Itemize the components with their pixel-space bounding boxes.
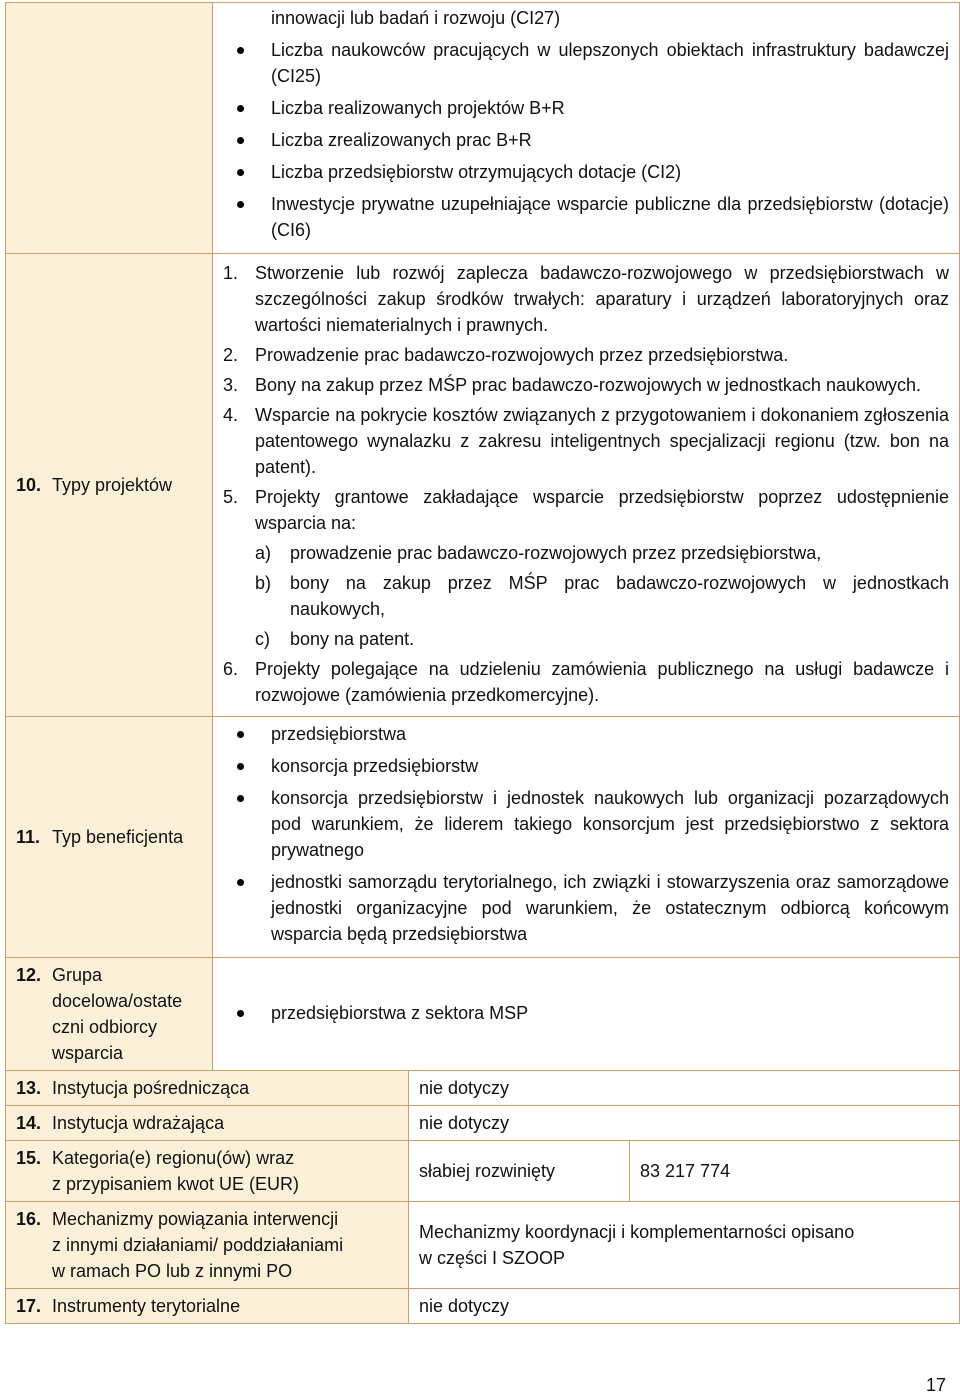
list-item: 5. Projekty grantowe zakładające wsparcie przedsiębiorstw poprzez udostępnienie wsparcia na: a) prowadzenie prac badawczo-rozwojowych przez przedsiębiorstwa, b) bony na zakup przez MŚP prac badawczo-rozwojowych w jednostkach naukowych, c) bony na patent. [223,484,949,652]
sublist-item: a) prowadzenie prac badawczo-rozwojowych przez przedsiębiorstwa, [255,543,822,563]
beneficiary-type-content-cell [213,717,960,958]
list-item: Liczba przedsiębiorstw otrzymujących dotacje (CI2) [223,159,949,185]
row-number: 11. [16,827,41,847]
implementing-body-row [6,1106,960,1141]
implementing-body-label-cell: 14. Instytucja wdrażająca [6,1106,409,1141]
linkage-mechanisms-value: Mechanizmy koordynacji i komplementarności opisano w części I SZOOP [409,1202,960,1289]
territorial-instruments-row [6,1289,960,1324]
territorial-instruments-label-cell: 17. Instrumenty terytorialne [6,1289,409,1324]
intermediate-body-row [6,1071,960,1106]
region-category-value: słabiej rozwinięty [409,1141,630,1202]
project-types-label-cell [6,254,213,717]
intermediate-body-label-cell: 13. Instytucja pośrednicząca [6,1071,409,1106]
list-item: innowacji lub badań i rozwoju (CI27) [271,8,561,28]
list-item: 4. Wsparcie na pokrycie kosztów związanych z przygotowaniem i dokonaniem zgłoszenia patentowego wynalazku z zakresu inteligentnych specjalizacji regionu (tzw. bon na patent). [223,405,949,477]
beneficiary-type-list [223,721,949,947]
eu-amount-value: 83 217 774 [630,1141,960,1202]
project-types-list [223,260,949,708]
project-types-sublist [255,540,949,652]
linkage-mechanisms-label-cell: 16. Mechanizmy powiązania interwencji z innymi działaniami/ poddziałaniami w ramach PO lub z innymi PO [6,1202,409,1289]
document-page [5,2,959,1324]
target-group-row [6,958,960,1071]
row-label: Typy projektów [52,475,173,495]
list-item: konsorcja przedsiębiorstw i jednostek naukowych lub organizacji pozarządowych pod warunkiem, że liderem takiego konsorcjum jest przedsiębiorstwo z sektora prywatnego [223,785,949,863]
list-item: przedsiębiorstwa [223,721,949,747]
beneficiary-type-label-cell [6,717,213,958]
row-number: 10. [16,475,42,495]
implementing-body-value: nie dotyczy [409,1106,960,1141]
target-group-list [223,1000,949,1026]
indicators-label-cell [6,3,213,254]
list-item: 1. Stworzenie lub rozwój zaplecza badawczo-rozwojowego w przedsiębiorstwach w szczególności zakup środków trwałych: aparatury i urządzeń laboratoryjnych oraz wartości niematerialnych i prawnych. [223,263,949,335]
beneficiary-type-row [6,717,960,958]
intermediate-body-value: nie dotyczy [409,1071,960,1106]
list-item: Liczba zrealizowanych prac B+R [223,127,949,153]
project-types-content-cell [213,254,960,717]
row-number: 12. [16,965,42,985]
list-item: Liczba realizowanych projektów B+R [223,95,949,121]
list-item: konsorcja przedsiębiorstw [223,753,949,779]
list-item: Liczba naukowców pracujących w ulepszonych obiektach infrastruktury badawczej (CI25) [223,37,949,89]
territorial-instruments-value: nie dotyczy [409,1289,960,1324]
list-item: 6. Projekty polegające na udzieleniu zamówienia publicznego na usługi badawcze i rozwojowe (zamówienia przedkomercyjne). [223,659,949,705]
list-item: 2. Prowadzenie prac badawczo-rozwojowych przez przedsiębiorstwa. [223,345,789,365]
target-group-label-cell [6,958,213,1071]
row-label: Grupa docelowa/ostate czni odbiorcy wsparcia [52,965,183,1063]
measure-table-upper [5,2,960,1071]
linkage-mechanisms-row [6,1202,960,1289]
list-item: przedsiębiorstwa z sektora MSP [223,1000,949,1026]
project-types-row [6,254,960,717]
list-item: 3. Bony na zakup przez MŚP prac badawczo-rozwojowych w jednostkach naukowych. [223,375,921,395]
sublist-item: b) bony na zakup przez MŚP prac badawczo-rozwojowych w jednostkach naukowych, [255,573,949,619]
region-category-label-cell: 15. Kategoria(e) regionu(ów) wraz z przypisaniem kwot UE (EUR) [6,1141,409,1202]
region-category-row [6,1141,960,1202]
list-item: jednostki samorządu terytorialnego, ich związki i stowarzyszenia oraz samorządowe jednostki organizacyjne pod warunkiem, że ostatecznym odbiorcą końcowym wsparcia będą przedsiębiorstwa [223,869,949,947]
target-group-content-cell [213,958,960,1071]
indicators-list [223,5,949,243]
row-label: Typ beneficjenta [52,827,184,847]
page-number: 17 [925,1375,946,1395]
list-item: Inwestycje prywatne uzupełniające wsparcie publiczne dla przedsiębiorstw (dotacje) (CI6) [223,191,949,243]
sublist-item: c) bony na patent. [255,629,415,649]
indicators-row [6,3,960,254]
indicators-content-cell [213,3,960,254]
measure-table-lower [5,1070,960,1324]
